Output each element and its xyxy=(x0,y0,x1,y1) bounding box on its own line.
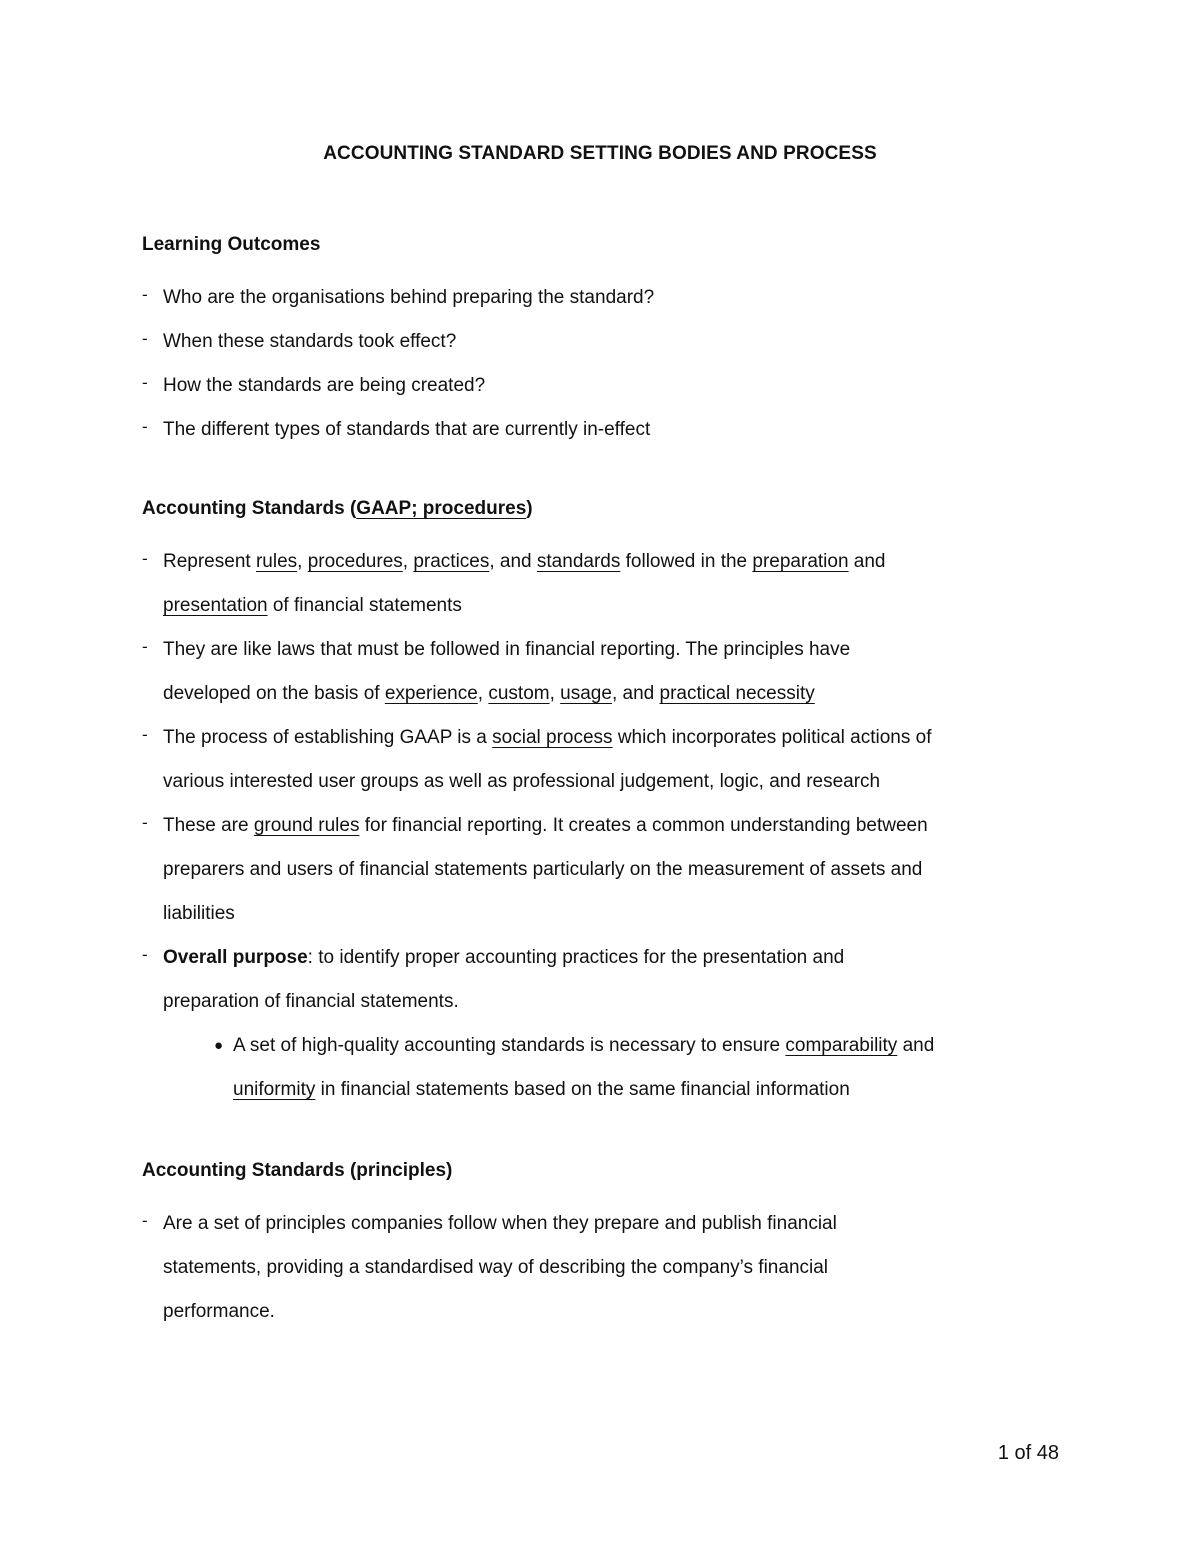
document-title: ACCOUNTING STANDARD SETTING BODIES AND PROCESS xyxy=(323,143,877,164)
list-item: - The process of establishing GAAP is a social process which incorporates political actions of various interested user groups as well as professional judgement, logic, and research xyxy=(142,725,932,792)
list-item: - How the standards are being created? xyxy=(142,373,486,396)
list-item: - Are a set of principles companies follow when they prepare and publish financial statements, providing a standardised way of describing the company’s financial performance. xyxy=(142,1211,837,1322)
principles-section xyxy=(142,1158,1062,1334)
bullet-icon: ● xyxy=(214,1037,224,1054)
gaap-section xyxy=(142,496,1062,1112)
learning-outcomes-heading: Learning Outcomes xyxy=(142,234,321,255)
gaap-heading: Accounting Standards (GAAP; procedures) xyxy=(142,498,533,519)
page-number: 1 of 48 xyxy=(997,1442,1059,1464)
list-item: - When these standards took effect? xyxy=(142,329,457,352)
list-item: - They are like laws that must be followed in financial reporting. The principles have developed on the basis of experience, custom, usage, and practical necessity xyxy=(142,637,851,704)
sub-list-item: ● A set of high-quality accounting standards is necessary to ensure comparability and uniformity in financial statements based on the same financial information xyxy=(142,1024,1062,1112)
list-item: - The different types of standards that are currently in-effect xyxy=(142,417,651,440)
principles-heading: Accounting Standards (principles) xyxy=(142,1160,453,1181)
list-item: - Who are the organisations behind preparing the standard? xyxy=(142,285,655,308)
list-item: - Overall purpose: to identify proper accounting practices for the presentation and preparation of financial statements. xyxy=(142,945,845,1012)
list-item: - These are ground rules for financial reporting. It creates a common understanding between preparers and users of financial statements particularly on the measurement of assets and liabilities xyxy=(142,813,928,924)
list-item: - Represent rules, procedures, practices, and standards followed in the preparation and presentation of financial statements xyxy=(142,549,886,616)
learning-outcomes-section xyxy=(142,232,1062,452)
